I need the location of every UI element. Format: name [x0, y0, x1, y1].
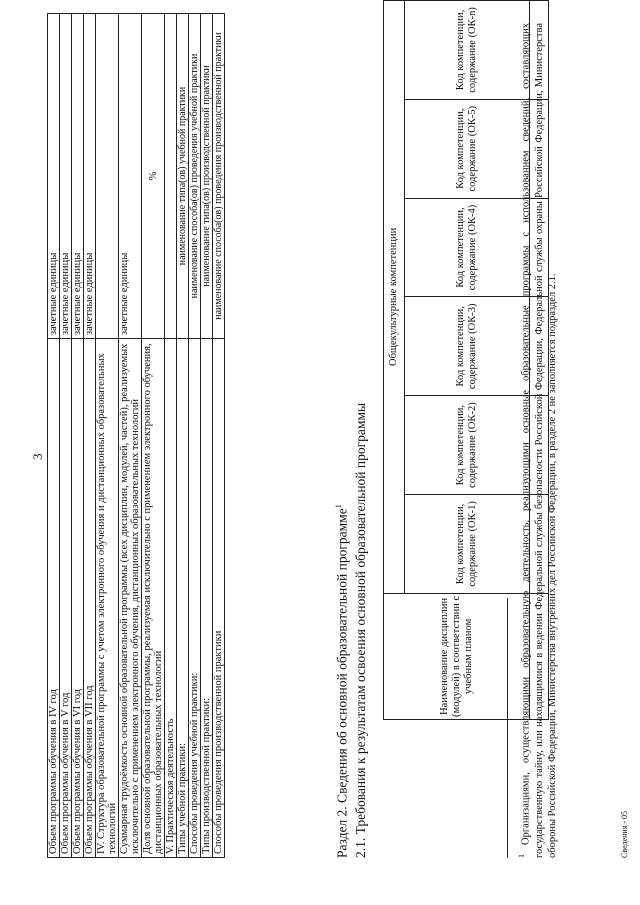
table-row	[119, 14, 142, 858]
table-row	[60, 14, 72, 858]
footnote-mark: 1	[334, 504, 343, 509]
program-structure-table	[47, 13, 225, 858]
footnote-number: 1	[517, 854, 526, 858]
row-label: Объем программы обучения в IV год	[48, 339, 60, 858]
table-row	[201, 14, 213, 858]
table-row	[165, 14, 177, 858]
row-label: Способы проведения учебной практики:	[189, 339, 201, 858]
row-label: Доля основной образовательной программы, реализуемая исключительно с применением электронного обучения, дистанционных образовательных технологий	[142, 339, 165, 858]
table-row	[213, 14, 225, 858]
row-value: наименование типа(ов) учебной практики	[177, 14, 189, 339]
section-2-heading: Раздел 2. Сведения об основной образовательной программе$^1$	[334, 504, 350, 858]
competency-header: Код компетенции, содержание (ОК-n)	[405, 1, 530, 100]
general-competencies-header: Общекультурные компетенции	[384, 1, 405, 594]
footnote-text: Организациями, осуществляющими образовательную деятельность, реализующими основные образовательные программы с использованием сведений, составляющих государственную тайну, или находящимися в ведении Федеральной службы безопасности Российской Федерации, Федеральной службы охраны Российской Федерации, Министерства обороны Российской Федерации, Министерства внутренних дел Российской Федерации, в разделе 2 не заполняется подраздел 2.1.	[520, 23, 558, 858]
table-row	[84, 14, 96, 858]
row-label: Способы проведения производственной практики	[213, 339, 225, 858]
competency-header: Код компетенции, содержание (ОК-2)	[405, 396, 530, 495]
row-value: зачетные единицы	[72, 14, 84, 339]
row-label: Объем программы обучения в VII год	[84, 339, 96, 858]
discipline-name-header: Наименование дисциплин (модулей) в соответствии с учебным планом	[384, 593, 530, 719]
row-label: Объем программы обучения в VI год	[72, 339, 84, 858]
table-row	[96, 14, 119, 858]
row-value: наименование способа(ов) проведения учебной практики	[189, 14, 201, 339]
table-row	[48, 14, 60, 858]
row-label: Типы производственной практики:	[201, 339, 213, 858]
row-value: наименование типа(ов) производственной практики	[201, 14, 213, 339]
table-row	[72, 14, 84, 858]
row-label: IV. Структура образовательной программы с учетом электронного обучения и дистанционных образовательных технологий	[96, 339, 119, 858]
row-value: %	[142, 14, 165, 339]
row-value	[165, 14, 177, 339]
row-value: наименование способа(ов) проведения производственной практики	[213, 14, 225, 339]
row-value	[96, 14, 119, 339]
competency-header: Код компетенции, содержание (ОК-4)	[405, 198, 530, 297]
row-value: зачетные единицы	[119, 14, 142, 339]
form-code: Сведения - 05	[620, 810, 629, 858]
row-label: Суммарная трудоёмкость основной образовательной программы (всех дисциплин, модулей, частей), реализуемых исключительно с применением электронного обучения, дистанционных образовательных технологий	[119, 339, 142, 858]
competency-header: Код компетенции, содержание (ОК-1)	[405, 495, 530, 594]
table-row	[177, 14, 189, 858]
table-row	[189, 14, 201, 858]
section-2-1-heading: 2.1. Требования к результатам освоения основной образовательной программы	[353, 402, 368, 858]
table-row	[142, 14, 165, 858]
footnote-divider	[507, 598, 508, 858]
competency-header: Код компетенции, содержание (ОК-5)	[405, 99, 530, 198]
footnote	[515, 23, 559, 858]
row-value: зачетные единицы	[60, 14, 72, 339]
row-value: зачетные единицы	[84, 14, 96, 339]
row-label: V. Практическая деятельность	[165, 339, 177, 858]
row-label: Типы учебной практики:	[177, 339, 189, 858]
row-label: Объем программы обучения в V год	[60, 339, 72, 858]
row-value: зачетные единицы	[48, 14, 60, 339]
page-number: 3	[30, 453, 45, 460]
competency-header: Код компетенции, содержание (ОК-3)	[405, 297, 530, 396]
